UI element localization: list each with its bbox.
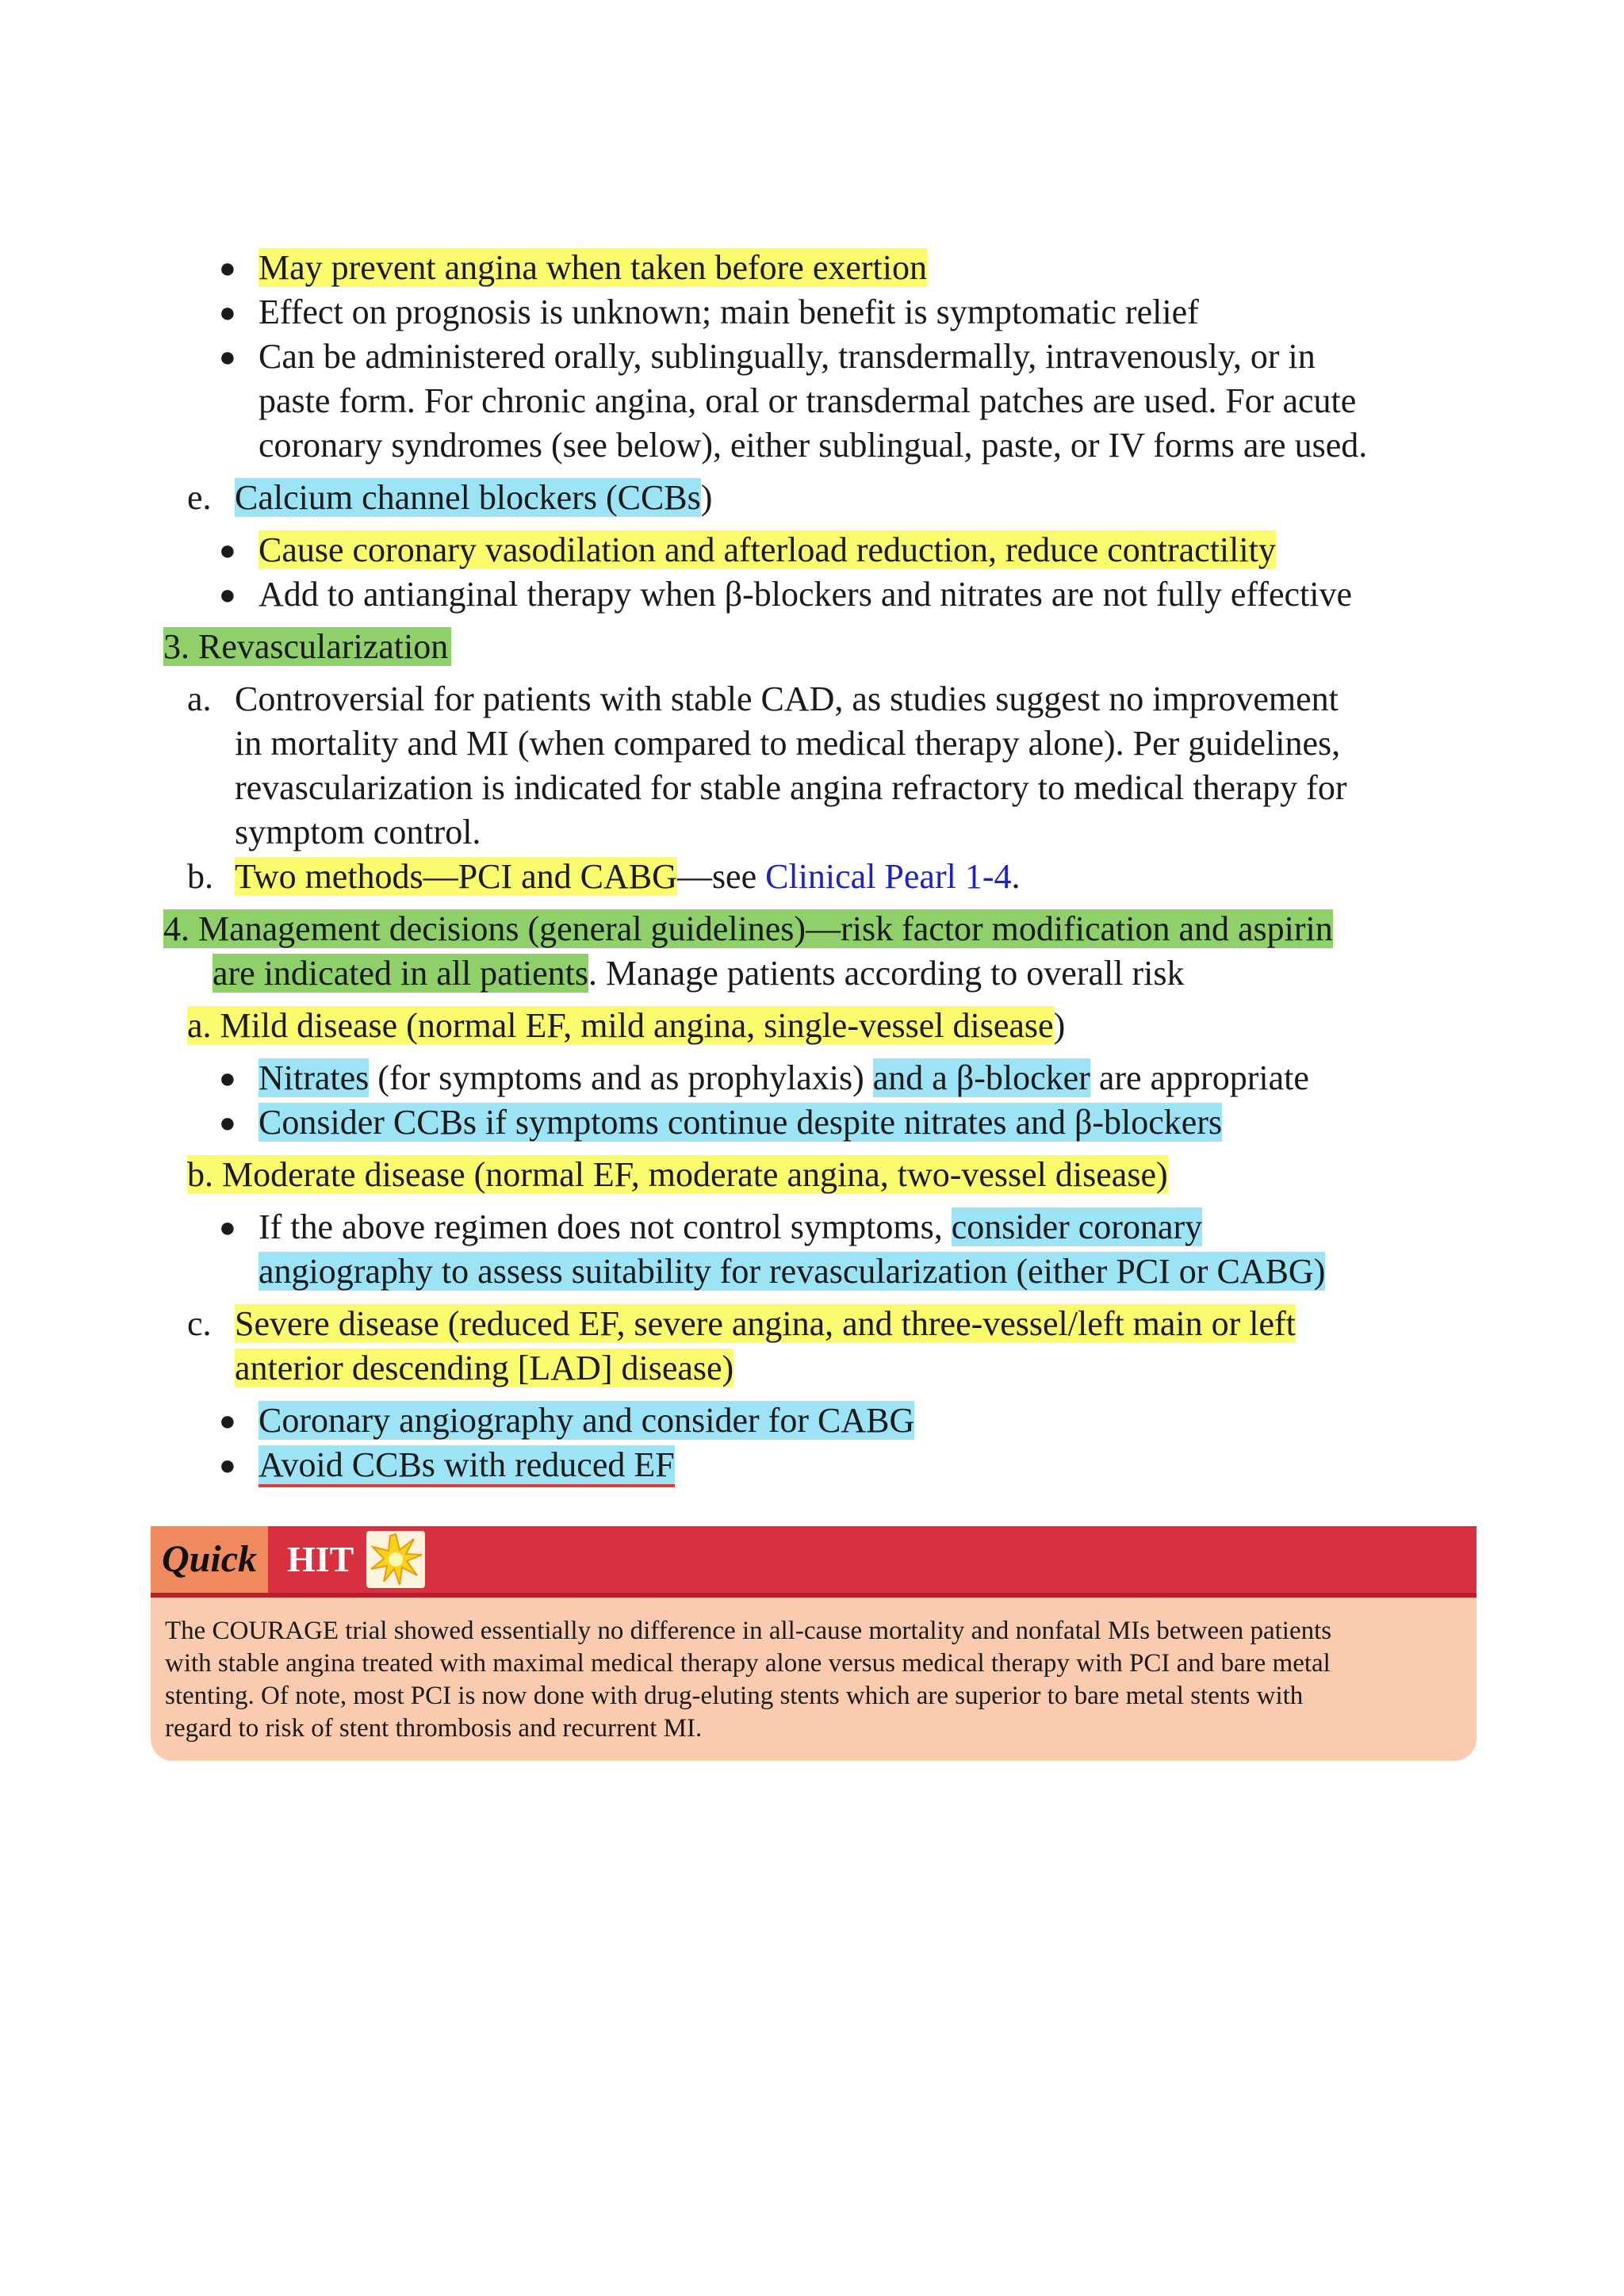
hit-label: HIT: [287, 1539, 354, 1579]
list-item-continued: paste form. For chronic angina, oral or transdermal patches are used. For acute: [259, 381, 1357, 420]
list-item: If the above regimen does not control symptoms, consider coronary: [259, 1207, 1203, 1246]
bullet-dot-icon: ●: [219, 1449, 236, 1481]
quick-hit-box: [151, 1598, 1477, 1761]
bullet-dot-icon: ●: [219, 341, 236, 373]
list-item-continued: angiography to assess suitability for revascularization (either PCI or CABG): [259, 1252, 1326, 1291]
bullet-dot-icon: ●: [219, 534, 236, 566]
bullet-dot-icon: ●: [219, 1405, 236, 1437]
bullet-dot-icon: ●: [219, 1211, 236, 1243]
subheading-mild-disease: a. Mild disease (normal EF, mild angina, single-vessel disease): [187, 1006, 1066, 1045]
section-heading-revascularization: 3. Revascularization: [163, 625, 451, 669]
section-heading-management: 4. Management decisions (general guidelines)—risk factor modification and aspirin: [163, 909, 1333, 948]
bullet-dot-icon: ●: [219, 297, 236, 328]
bullet-dot-icon: ●: [219, 579, 236, 610]
subheading-continued: anterior descending [LAD] disease): [235, 1349, 734, 1387]
list-item: Effect on prognosis is unknown; main benefit is symptomatic relief: [259, 293, 1199, 331]
quick-hit-text: The COURAGE trial showed essentially no difference in all-cause mortality and nonfatal MIs between patients with stable angina treated with maximal medical therapy alone versus medical therapy with PCI and bare metal stenting. Of note, most PCI is now done with drug-eluting stents which are superior to bare metal stents with regard to risk of stent thrombosis and recurrent MI.: [165, 1617, 1332, 1743]
bullet-dot-icon: ●: [219, 252, 236, 284]
quick-hit-header: [151, 1526, 1477, 1598]
bullet-dot-icon: ●: [219, 1062, 236, 1094]
list-item-continued: symptom control.: [235, 813, 481, 851]
list-item: May prevent angina when taken before exertion: [259, 248, 927, 287]
list-item: Controversial for patients with stable CAD, as studies suggest no improvement: [235, 679, 1339, 718]
list-item: Two methods—PCI and CABG—see Clinical Pearl 1-4.: [235, 857, 1021, 896]
subheading-moderate-disease: b. Moderate disease (normal EF, moderate angina, two-vessel disease): [187, 1155, 1168, 1194]
list-item: Can be administered orally, sublingually, transdermally, intravenously, or in: [259, 337, 1316, 376]
list-marker: c.: [187, 1304, 212, 1343]
list-marker: a.: [187, 679, 212, 718]
list-item-continued: coronary syndromes (see below), either sublingual, paste, or IV forms are used.: [259, 426, 1368, 465]
bullet-dot-icon: ●: [219, 1107, 236, 1138]
section-heading-continued: are indicated in all patients. Manage patients according to overall risk: [213, 954, 1185, 993]
list-item: Consider CCBs if symptoms continue despite nitrates and β-blockers: [259, 1103, 1223, 1142]
list-marker: e.: [187, 478, 212, 517]
list-marker: b.: [187, 857, 213, 896]
list-item: Add to antianginal therapy when β-blockers and nitrates are not fully effective: [259, 575, 1352, 614]
clinical-pearl-link[interactable]: Clinical Pearl 1-4: [765, 857, 1012, 896]
list-item-continued: in mortality and MI (when compared to medical therapy alone). Per guidelines,: [235, 724, 1341, 763]
subheading-severe-disease: Severe disease (reduced EF, severe angina, and three-vessel/left main or left: [235, 1304, 1296, 1343]
starburst-icon: [366, 1531, 425, 1588]
list-item: Cause coronary vasodilation and afterload reduction, reduce contractility: [259, 530, 1276, 569]
list-item-continued: revascularization is indicated for stable angina refractory to medical therapy for: [235, 768, 1347, 807]
list-item: Nitrates (for symptoms and as prophylaxis) and a β-blocker are appropriate: [259, 1058, 1309, 1097]
quick-label: Quick: [151, 1526, 268, 1593]
list-item: Coronary angiography and consider for CABG: [259, 1401, 915, 1440]
list-item: Avoid CCBs with reduced EF: [259, 1443, 675, 1487]
subheading-ccb: Calcium channel blockers (CCBs): [235, 478, 713, 517]
